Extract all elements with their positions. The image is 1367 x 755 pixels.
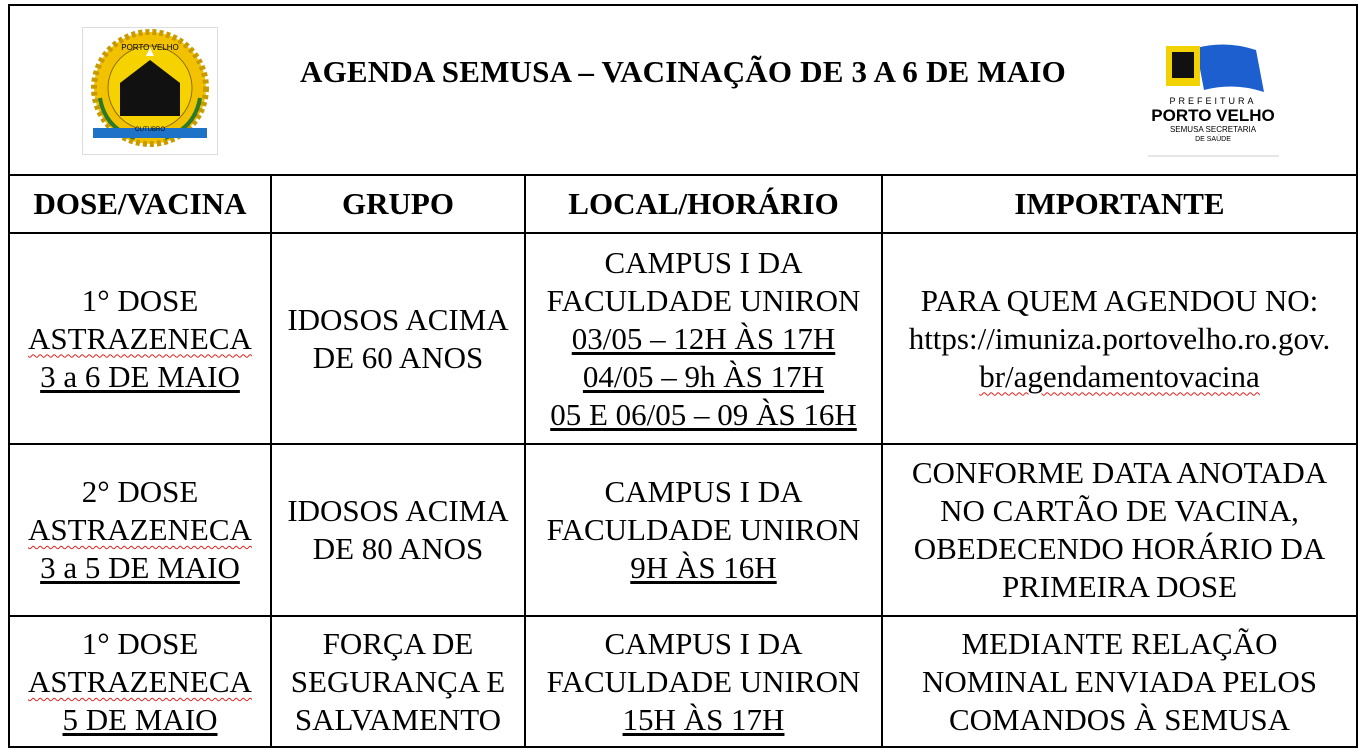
cell-importante: MEDIANTE RELAÇÃO NOMINAL ENVIADA PELOS COMANDOS À SEMUSA <box>882 616 1356 747</box>
table-header-row <box>10 176 1356 233</box>
cell-local: CAMPUS I DA FACULDADE UNIRON 15H ÀS 17H <box>525 616 882 747</box>
svg-text:OUTUBRO: OUTUBRO <box>135 127 165 133</box>
svg-text:PREFEITURA: PREFEITURA <box>1169 96 1257 106</box>
cell-local: CAMPUS I DA FACULDADE UNIRON 03/05 – 12H ÀS 17H 04/05 – 9h ÀS 17H 05 E 06/05 – 09 ÀS 16H <box>525 233 882 444</box>
cell-grupo: FORÇA DE SEGURANÇA E SALVAMENTO <box>271 616 525 747</box>
agendamento-link-continued[interactable]: br/agendamentovacina <box>979 358 1260 394</box>
svg-text:PORTO VELHO: PORTO VELHO <box>1151 106 1275 125</box>
cell-dose: 1° DOSE ASTRAZENECA 5 DE MAIO <box>10 616 271 747</box>
svg-text:SEMUSA SECRETARIA: SEMUSA SECRETARIA <box>1169 125 1257 134</box>
cell-dose: 1° DOSE ASTRAZENECA 3 a 6 DE MAIO <box>10 233 271 444</box>
column-header-importante: IMPORTANTE <box>882 176 1356 233</box>
cell-importante: PARA QUEM AGENDOU NO: https://imuniza.portovelho.ro.gov. br/agendamentovacina <box>882 233 1356 444</box>
prefeitura-logo-icon <box>1146 36 1281 158</box>
cell-grupo: IDOSOS ACIMA DE 80 ANOS <box>271 444 525 616</box>
column-header-local: LOCAL/HORÁRIO <box>525 176 882 233</box>
cell-importante: CONFORME DATA ANOTADA NO CARTÃO DE VACINA, OBEDECENDO HORÁRIO DA PRIMEIRA DOSE <box>882 444 1356 616</box>
page-title: AGENDA SEMUSA – VACINAÇÃO DE 3 A 6 DE MAIO <box>299 54 1066 89</box>
cell-local: CAMPUS I DA FACULDADE UNIRON 9H ÀS 16H <box>525 444 882 616</box>
table-row <box>10 233 1356 444</box>
city-seal-icon <box>82 27 218 155</box>
column-header-dose: DOSE/VACINA <box>10 176 271 233</box>
table-row <box>10 616 1356 747</box>
column-header-grupo: GRUPO <box>271 176 525 233</box>
schedule-table <box>10 176 1356 747</box>
table-row <box>10 444 1356 616</box>
svg-text:DE SAÚDE: DE SAÚDE <box>1195 136 1231 143</box>
header <box>10 6 1356 176</box>
cell-dose: 2° DOSE ASTRAZENECA 3 a 5 DE MAIO <box>10 444 271 616</box>
document-frame <box>8 4 1358 748</box>
svg-text:PORTO VELHO: PORTO VELHO <box>121 43 179 52</box>
agendamento-link[interactable]: https://imuniza.portovelho.ro.gov. <box>908 320 1331 356</box>
cell-grupo: IDOSOS ACIMA DE 60 ANOS <box>271 233 525 444</box>
